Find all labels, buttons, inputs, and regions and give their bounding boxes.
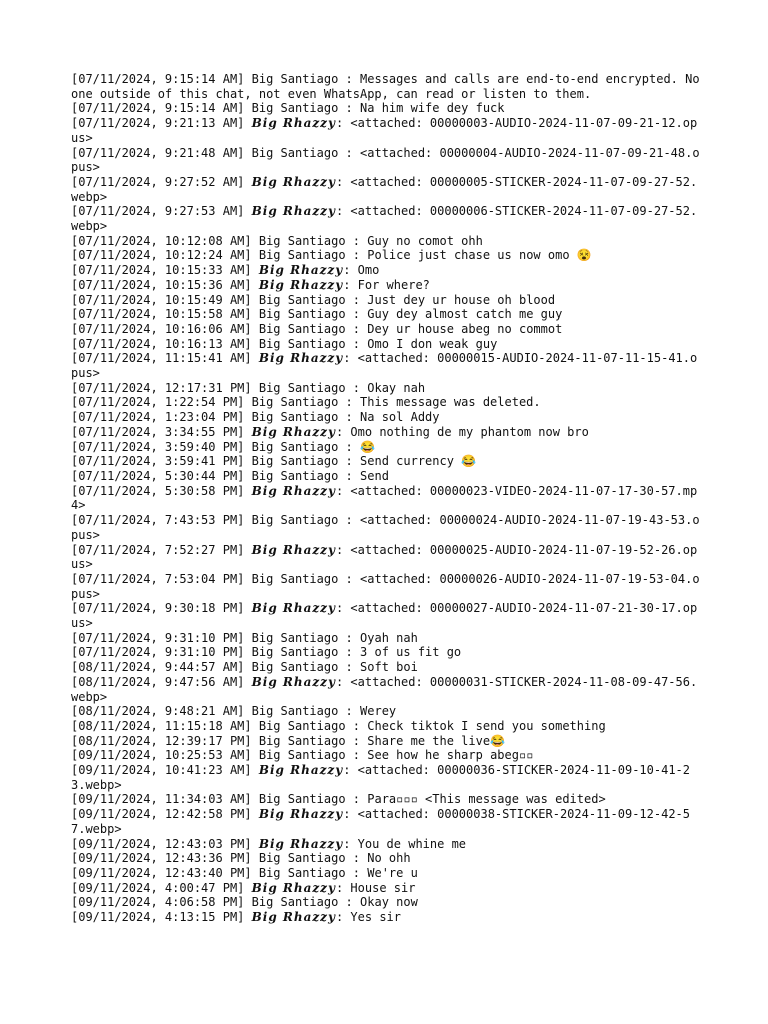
message-sender: Big Rhazzy — [251, 601, 336, 616]
message-timestamp: [09/11/2024, 12:43:40 PM] — [71, 865, 252, 880]
message-timestamp: [08/11/2024, 9:44:57 AM] — [71, 660, 245, 675]
chat-message — [71, 337, 701, 352]
message-text: Check tiktok I send you something — [367, 718, 606, 733]
sender-separator: : — [345, 851, 368, 866]
sender-separator: : — [345, 380, 368, 395]
message-text: <attached: 00000036-STICKER-2024-11-09-10-41-23.webp> — [71, 763, 690, 792]
message-sender: Big Rhazzy — [251, 483, 336, 498]
sender-separator: : — [338, 571, 361, 586]
message-timestamp: [07/11/2024, 3:59:40 PM] — [71, 439, 245, 454]
sender-separator: : — [345, 248, 368, 263]
chat-message — [71, 572, 701, 601]
message-sender: Big Rhazzy — [258, 351, 344, 366]
chat-message — [71, 410, 701, 425]
message-text: Na sol Addy — [360, 410, 440, 425]
sender-separator: : — [345, 748, 368, 763]
message-timestamp: [07/11/2024, 9:21:48 AM] — [71, 145, 245, 160]
sender-separator: : — [345, 865, 368, 880]
message-text: Para▫▫▫ <This message was edited> — [367, 792, 606, 807]
message-timestamp: [08/11/2024, 12:39:17 PM] — [71, 733, 252, 748]
chat-message — [71, 248, 701, 263]
message-sender: Big Santiago — [251, 468, 339, 483]
chat-message — [71, 763, 701, 792]
message-text: <attached: 00000031-STICKER-2024-11-08-09-47-56.webp> — [71, 674, 698, 704]
message-sender: Big Santiago — [251, 101, 339, 116]
message-timestamp: [09/11/2024, 11:34:03 AM] — [71, 792, 252, 807]
message-timestamp: [07/11/2024, 9:15:14 AM] — [71, 72, 245, 86]
chat-message — [71, 543, 701, 572]
message-text: This message was deleted. — [360, 395, 541, 410]
message-text: <attached: 00000004-AUDIO-2024-11-07-09-21-48.opus> — [71, 145, 700, 175]
sender-separator: : — [335, 424, 351, 439]
message-sender: Big Santiago — [258, 292, 346, 307]
sender-separator: : — [335, 601, 351, 616]
message-sender: Big Rhazzy — [251, 424, 336, 439]
chat-message — [71, 469, 701, 484]
message-sender: Big Santiago — [258, 233, 346, 248]
sender-separator: : — [335, 174, 351, 189]
message-text: Na him wife dey fuck — [360, 101, 505, 116]
message-text: <attached: 00000005-STICKER-2024-11-07-09-27-52.webp> — [71, 174, 698, 204]
sender-separator: : — [338, 395, 361, 410]
chat-message — [71, 278, 701, 293]
message-timestamp: [08/11/2024, 9:48:21 AM] — [71, 704, 245, 719]
sender-separator: : — [338, 454, 361, 469]
sender-separator: : — [345, 233, 368, 248]
message-sender: Big Santiago — [251, 513, 339, 528]
sender-separator: : — [338, 660, 361, 675]
chat-message — [71, 851, 701, 866]
sender-separator: : — [345, 718, 368, 733]
message-sender: Big Rhazzy — [258, 263, 344, 278]
message-sender: Big Rhazzy — [251, 542, 336, 557]
message-timestamp: [07/11/2024, 9:31:10 PM] — [71, 645, 245, 660]
message-timestamp: [08/11/2024, 11:15:18 AM] — [71, 718, 252, 733]
sender-separator: : — [343, 277, 358, 292]
message-timestamp: [07/11/2024, 9:21:13 AM] — [71, 116, 245, 131]
sender-separator: : — [338, 145, 361, 160]
chat-message — [71, 660, 701, 675]
message-sender: Big Santiago — [251, 704, 339, 719]
message-sender: Big Santiago — [258, 718, 346, 733]
message-text: For where? — [357, 277, 430, 292]
message-sender: Big Santiago — [258, 733, 346, 748]
message-text: No ohh — [367, 851, 411, 866]
sender-separator: : — [345, 321, 368, 336]
message-timestamp: [07/11/2024, 5:30:58 PM] — [71, 483, 245, 498]
message-sender: Big Santiago — [251, 145, 339, 160]
message-text: 😂 — [360, 439, 375, 454]
message-timestamp: [07/11/2024, 5:30:44 PM] — [71, 468, 245, 483]
chat-message — [71, 645, 701, 660]
message-timestamp: [07/11/2024, 9:27:53 AM] — [71, 204, 245, 219]
chat-message — [71, 395, 701, 410]
message-timestamp: [07/11/2024, 3:34:55 PM] — [71, 424, 245, 439]
message-text: <attached: 00000023-VIDEO-2024-11-07-17-30-57.mp4> — [71, 483, 698, 513]
sender-separator: : — [338, 645, 361, 660]
sender-separator: : — [343, 263, 358, 278]
message-timestamp: [09/11/2024, 4:13:15 PM] — [71, 910, 245, 925]
message-sender: Big Santiago — [251, 439, 339, 454]
message-timestamp: [07/11/2024, 9:30:18 PM] — [71, 601, 245, 616]
chat-message — [71, 719, 701, 734]
message-sender: Big Santiago — [251, 72, 339, 86]
chat-log — [71, 72, 707, 925]
message-text: <attached: 00000038-STICKER-2024-11-09-12-42-57.webp> — [71, 807, 690, 836]
message-sender: Big Santiago — [258, 321, 346, 336]
message-timestamp: [09/11/2024, 10:41:23 AM] — [71, 763, 252, 778]
chat-message — [71, 263, 701, 278]
message-timestamp: [07/11/2024, 10:15:33 AM] — [71, 263, 252, 278]
message-sender: Big Santiago — [251, 571, 339, 586]
message-timestamp: [07/11/2024, 10:16:13 AM] — [71, 336, 252, 351]
chat-message — [71, 704, 701, 719]
message-sender: Big Santiago — [251, 630, 339, 645]
message-sender: Big Santiago — [251, 645, 339, 660]
sender-separator: : — [345, 336, 368, 351]
chat-message — [71, 837, 701, 852]
chat-message — [71, 601, 701, 630]
sender-separator: : — [338, 101, 361, 116]
message-text: Yes sir — [350, 910, 401, 925]
message-sender: Big Santiago — [258, 307, 346, 322]
message-timestamp: [07/11/2024, 10:15:49 AM] — [71, 292, 252, 307]
message-sender: Big Rhazzy — [251, 204, 336, 219]
message-text: Police just chase us now omo 😵 — [367, 248, 592, 263]
chat-message — [71, 175, 701, 204]
message-text: Share me the live😂 — [367, 733, 506, 748]
chat-message — [71, 351, 701, 380]
sender-separator: : — [343, 351, 358, 366]
message-timestamp: [07/11/2024, 9:31:10 PM] — [71, 630, 245, 645]
message-text: Dey ur house abeg no commot — [367, 321, 563, 336]
message-sender: Big Rhazzy — [258, 763, 344, 778]
message-text: House sir — [350, 880, 416, 895]
sender-separator: : — [345, 733, 368, 748]
message-timestamp: [07/11/2024, 9:15:14 AM] — [71, 101, 245, 116]
message-text: <attached: 00000027-AUDIO-2024-11-07-21-30-17.opus> — [71, 601, 698, 631]
message-timestamp: [09/11/2024, 12:43:03 PM] — [71, 836, 252, 851]
message-text: <attached: 00000003-AUDIO-2024-11-07-09-21-12.opus> — [71, 116, 698, 145]
message-sender: Big Rhazzy — [251, 174, 336, 189]
sender-separator: : — [345, 792, 368, 807]
message-sender: Big Rhazzy — [251, 116, 336, 131]
message-text: Guy no comot ohh — [367, 233, 483, 248]
chat-message — [71, 454, 701, 469]
sender-separator: : — [345, 292, 368, 307]
message-text: Oyah nah — [360, 630, 418, 645]
chat-message — [71, 807, 701, 836]
chat-message — [71, 322, 701, 337]
message-timestamp: [07/11/2024, 9:27:52 AM] — [71, 174, 245, 189]
chat-message — [71, 381, 701, 396]
message-sender: Big Santiago — [258, 748, 346, 763]
message-text: Omo I don weak guy — [367, 336, 498, 351]
message-timestamp: [07/11/2024, 7:53:04 PM] — [71, 571, 245, 586]
sender-separator: : — [338, 468, 361, 483]
chat-message — [71, 101, 701, 116]
message-text: <attached: 00000006-STICKER-2024-11-07-09-27-52.webp> — [71, 204, 698, 234]
message-text: Guy dey almost catch me guy — [367, 307, 563, 322]
chat-message — [71, 293, 701, 308]
sender-separator: : — [343, 807, 358, 822]
message-text: Send currency 😂 — [360, 454, 477, 469]
sender-separator: : — [338, 895, 361, 910]
message-sender: Big Santiago — [251, 660, 339, 675]
sender-separator: : — [335, 910, 351, 925]
chat-message — [71, 792, 701, 807]
message-timestamp: [07/11/2024, 7:43:53 PM] — [71, 513, 245, 528]
message-text: Messages and calls are end-to-end encrypted. No one outside of this chat, not even WhatsApp, can read or listen to them. — [71, 72, 707, 101]
message-text: <attached: 00000024-AUDIO-2024-11-07-19-43-53.opus> — [71, 513, 700, 542]
chat-message — [71, 72, 707, 101]
chat-message — [71, 204, 701, 233]
sender-separator: : — [345, 307, 368, 322]
message-sender: Big Santiago — [251, 395, 339, 410]
message-timestamp: [07/11/2024, 7:52:27 PM] — [71, 542, 245, 557]
sender-separator: : — [335, 483, 351, 498]
sender-separator: : — [335, 204, 351, 219]
sender-separator: : — [338, 704, 361, 719]
chat-message — [71, 675, 701, 704]
message-timestamp: [07/11/2024, 12:17:31 PM] — [71, 380, 252, 395]
message-timestamp: [07/11/2024, 10:15:36 AM] — [71, 277, 252, 292]
chat-message — [71, 734, 701, 749]
message-text: See how he sharp abeg▫▫ — [367, 748, 534, 763]
chat-message — [71, 484, 701, 513]
message-text: Just dey ur house oh blood — [367, 292, 556, 307]
message-timestamp: [09/11/2024, 12:42:58 PM] — [71, 807, 252, 822]
chat-message — [71, 881, 701, 896]
message-text: Werey — [360, 704, 397, 719]
sender-separator: : — [335, 880, 351, 895]
message-text: You de whine me — [357, 836, 467, 851]
message-text: <attached: 00000026-AUDIO-2024-11-07-19-53-04.opus> — [71, 571, 700, 601]
chat-message — [71, 440, 701, 455]
message-sender: Big Rhazzy — [258, 836, 344, 851]
chat-message — [71, 866, 701, 881]
message-timestamp: [07/11/2024, 11:15:41 AM] — [71, 351, 252, 366]
sender-separator: : — [343, 763, 358, 778]
chat-message — [71, 895, 701, 910]
chat-message — [71, 748, 701, 763]
sender-separator: : — [343, 836, 358, 851]
chat-message — [71, 425, 701, 440]
message-sender: Big Santiago — [258, 336, 346, 351]
sender-separator: : — [338, 410, 361, 425]
chat-message — [71, 146, 701, 175]
message-sender: Big Rhazzy — [258, 807, 344, 822]
message-sender: Big Santiago — [258, 792, 346, 807]
chat-message — [71, 234, 701, 249]
message-text: <attached: 00000025-AUDIO-2024-11-07-19-52-26.opus> — [71, 542, 698, 572]
message-text: Okay now — [360, 895, 418, 910]
sender-separator: : — [335, 116, 351, 131]
message-sender: Big Santiago — [258, 851, 346, 866]
chat-message — [71, 910, 701, 925]
message-sender: Big Rhazzy — [251, 880, 336, 895]
message-timestamp: [09/11/2024, 12:43:36 PM] — [71, 851, 252, 866]
message-sender: Big Santiago — [258, 380, 346, 395]
message-sender: Big Rhazzy — [258, 277, 344, 292]
sender-separator: : — [338, 439, 361, 454]
message-text: We're u — [367, 865, 418, 880]
message-sender: Big Rhazzy — [251, 910, 336, 925]
message-text: Send — [360, 468, 389, 483]
sender-separator: : — [338, 72, 361, 86]
message-timestamp: [07/11/2024, 10:12:08 AM] — [71, 233, 252, 248]
message-text: <attached: 00000015-AUDIO-2024-11-07-11-15-41.opus> — [71, 351, 698, 381]
sender-separator: : — [335, 542, 351, 557]
message-sender: Big Rhazzy — [251, 674, 336, 689]
message-timestamp: [07/11/2024, 3:59:41 PM] — [71, 454, 245, 469]
message-text: Omo nothing de my phantom now bro — [350, 424, 589, 439]
chat-message — [71, 513, 701, 542]
message-timestamp: [07/11/2024, 1:23:04 PM] — [71, 410, 245, 425]
message-text: 3 of us fit go — [360, 645, 462, 660]
message-text: Soft boi — [360, 660, 418, 675]
message-timestamp: [07/11/2024, 10:12:24 AM] — [71, 248, 252, 263]
message-sender: Big Santiago — [251, 895, 339, 910]
message-timestamp: [09/11/2024, 4:00:47 PM] — [71, 880, 245, 895]
message-sender: Big Santiago — [251, 410, 339, 425]
chat-message — [71, 307, 701, 322]
message-text: Omo — [357, 263, 380, 278]
message-sender: Big Santiago — [258, 865, 346, 880]
chat-message — [71, 116, 701, 145]
message-sender: Big Santiago — [251, 454, 339, 469]
message-text: Okay nah — [367, 380, 426, 395]
message-timestamp: [07/11/2024, 10:16:06 AM] — [71, 321, 252, 336]
message-timestamp: [09/11/2024, 10:25:53 AM] — [71, 748, 252, 763]
message-timestamp: [07/11/2024, 10:15:58 AM] — [71, 307, 252, 322]
message-sender: Big Santiago — [258, 248, 346, 263]
chat-message — [71, 631, 701, 646]
sender-separator: : — [338, 513, 361, 528]
message-timestamp: [08/11/2024, 9:47:56 AM] — [71, 674, 245, 689]
message-timestamp: [09/11/2024, 4:06:58 PM] — [71, 895, 245, 910]
message-timestamp: [07/11/2024, 1:22:54 PM] — [71, 395, 245, 410]
sender-separator: : — [338, 630, 361, 645]
sender-separator: : — [335, 674, 351, 689]
